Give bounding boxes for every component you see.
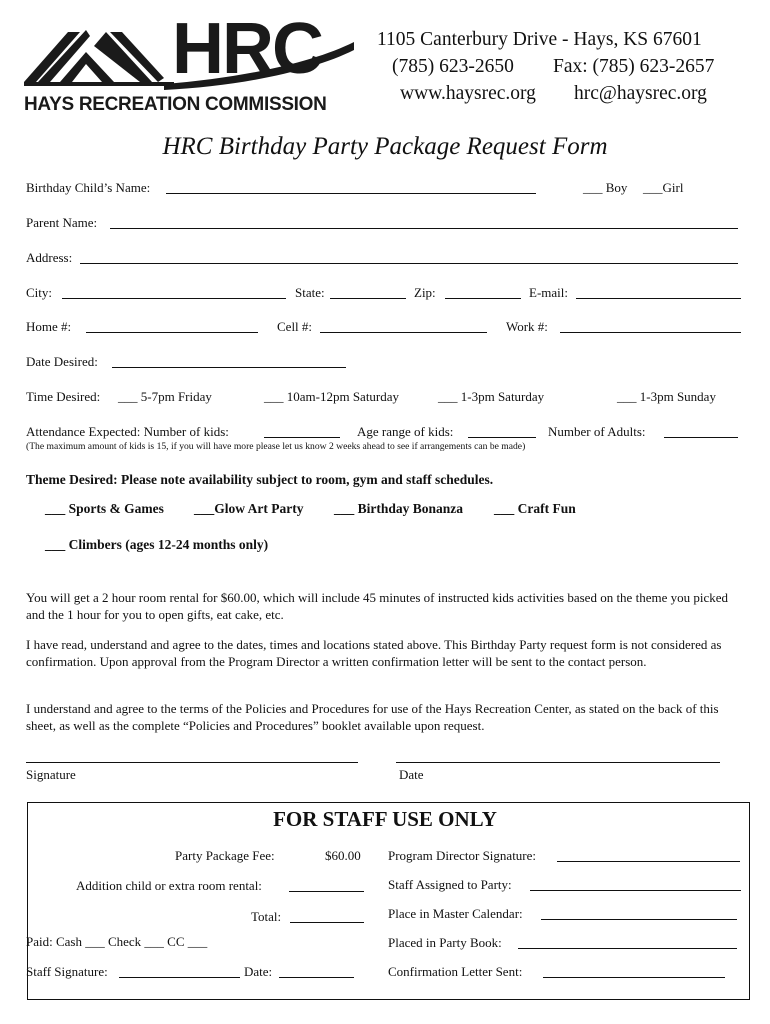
home-phone-label: Home #: bbox=[26, 319, 72, 334]
date-desired-field[interactable] bbox=[112, 367, 346, 368]
staff-signature-field[interactable] bbox=[119, 977, 240, 978]
girl-option[interactable]: ___Girl bbox=[643, 180, 684, 195]
email-label: E-mail: bbox=[529, 285, 568, 300]
cell-phone-field[interactable] bbox=[320, 332, 487, 333]
signature-field[interactable] bbox=[26, 762, 358, 763]
work-phone-label: Work #: bbox=[506, 319, 548, 334]
attendance-note: (The maximum amount of kids is 15, if you will have more please let us know 2 weeks ahead to see if arrangements can be made) bbox=[26, 441, 526, 452]
staff-heading: FOR STAFF USE ONLY bbox=[273, 807, 497, 831]
theme-craft-fun[interactable]: ___ Craft Fun bbox=[494, 501, 576, 516]
date-signature-label: Date bbox=[399, 767, 424, 782]
child-name-label: Birthday Child’s Name: bbox=[26, 180, 151, 195]
agreement-paragraph: I have read, understand and agree to the dates, times and locations stated above. This Birthday Party request form is not considered as confirmation. Upon approval from the Program Director a written confirmation letter will be sent to the contact person. bbox=[26, 637, 722, 669]
theme-heading: Theme Desired: Please note availability subject to room, gym and staff schedules. bbox=[26, 472, 494, 487]
extra-rental-label: Addition child or extra room rental: bbox=[76, 878, 262, 893]
child-name-field[interactable] bbox=[166, 193, 536, 194]
contact-phone: (785) 623-2650 bbox=[392, 56, 514, 77]
adults-field[interactable] bbox=[664, 437, 738, 438]
time-option-saturday-am[interactable]: ___ 10am-12pm Saturday bbox=[264, 389, 400, 404]
signature-label: Signature bbox=[26, 767, 76, 782]
staff-signature-label: Staff Signature: bbox=[26, 964, 108, 979]
boy-option[interactable]: ___ Boy bbox=[583, 180, 628, 195]
email-field[interactable] bbox=[576, 298, 741, 299]
staff-assigned-label: Staff Assigned to Party: bbox=[388, 877, 512, 892]
date-signature-field[interactable] bbox=[396, 762, 720, 763]
director-signature-field[interactable] bbox=[557, 861, 740, 862]
adults-label: Number of Adults: bbox=[548, 424, 646, 439]
theme-sports-games[interactable]: ___ Sports & Games bbox=[45, 501, 164, 516]
contact-website[interactable]: www.haysrec.org bbox=[400, 83, 536, 104]
party-book-label: Placed in Party Book: bbox=[388, 935, 502, 950]
contact-email[interactable]: hrc@haysrec.org bbox=[574, 83, 707, 104]
policies-paragraph: I understand and agree to the terms of the Policies and Procedures for use of the Hays Recreation Center, as stated on the back of this sheet, as well as the complete “Policies and Procedures” booklet available upon request. bbox=[26, 701, 719, 733]
theme-climbers[interactable]: ___ Climbers (ages 12-24 months only) bbox=[45, 537, 269, 552]
attendance-kids-field[interactable] bbox=[264, 437, 340, 438]
logo-subtitle: HAYS RECREATION COMMISSION bbox=[24, 94, 327, 115]
time-option-sunday[interactable]: ___ 1-3pm Sunday bbox=[617, 389, 716, 404]
logo-text: HRC bbox=[172, 9, 322, 89]
time-option-friday[interactable]: ___ 5-7pm Friday bbox=[118, 389, 212, 404]
cell-phone-label: Cell #: bbox=[277, 319, 313, 334]
city-label: City: bbox=[26, 285, 53, 300]
address-label: Address: bbox=[26, 250, 73, 265]
date-desired-label: Date Desired: bbox=[26, 354, 98, 369]
master-calendar-field[interactable] bbox=[541, 919, 737, 920]
theme-glow-art[interactable]: ___Glow Art Party bbox=[194, 501, 304, 516]
state-field[interactable] bbox=[330, 298, 406, 299]
theme-birthday-bonanza[interactable]: ___ Birthday Bonanza bbox=[334, 501, 464, 516]
extra-rental-field[interactable] bbox=[289, 891, 364, 892]
confirmation-letter-field[interactable] bbox=[543, 977, 725, 978]
hrc-logo bbox=[24, 9, 354, 116]
zip-field[interactable] bbox=[445, 298, 521, 299]
director-signature-label: Program Director Signature: bbox=[388, 848, 537, 863]
work-phone-field[interactable] bbox=[560, 332, 741, 333]
contact-fax: Fax: (785) 623-2657 bbox=[553, 56, 715, 77]
attendance-kids-label: Attendance Expected: Number of kids: bbox=[26, 424, 229, 439]
total-label: Total: bbox=[251, 909, 282, 924]
parent-name-label: Parent Name: bbox=[26, 215, 98, 230]
time-desired-label: Time Desired: bbox=[26, 389, 101, 404]
age-range-field[interactable] bbox=[468, 437, 536, 438]
time-option-saturday-pm[interactable]: ___ 1-3pm Saturday bbox=[438, 389, 545, 404]
staff-date-label: Date: bbox=[244, 964, 273, 979]
form-title: HRC Birthday Party Package Request Form bbox=[162, 133, 608, 160]
fee-value: $60.00 bbox=[325, 848, 361, 863]
party-book-field[interactable] bbox=[518, 948, 737, 949]
staff-assigned-field[interactable] bbox=[530, 890, 741, 891]
address-field[interactable] bbox=[80, 263, 738, 264]
total-field[interactable] bbox=[290, 922, 364, 923]
contact-address: 1105 Canterbury Drive - Hays, KS 67601 bbox=[377, 29, 702, 50]
zip-label: Zip: bbox=[414, 285, 436, 300]
city-field[interactable] bbox=[62, 298, 286, 299]
state-label: State: bbox=[295, 285, 325, 300]
fee-label: Party Package Fee: bbox=[175, 848, 275, 863]
paid-options[interactable]: Paid: Cash ___ Check ___ CC ___ bbox=[26, 934, 208, 949]
confirmation-letter-label: Confirmation Letter Sent: bbox=[388, 964, 523, 979]
home-phone-field[interactable] bbox=[86, 332, 258, 333]
staff-date-field[interactable] bbox=[279, 977, 354, 978]
master-calendar-label: Place in Master Calendar: bbox=[388, 906, 523, 921]
parent-name-field[interactable] bbox=[110, 228, 738, 229]
rental-paragraph: You will get a 2 hour room rental for $60.00, which will include 45 minutes of instructed kids activities based on the theme you picked and the 1 hour for you to open gifts, eat cake, etc. bbox=[26, 590, 728, 622]
age-range-label: Age range of kids: bbox=[357, 424, 454, 439]
